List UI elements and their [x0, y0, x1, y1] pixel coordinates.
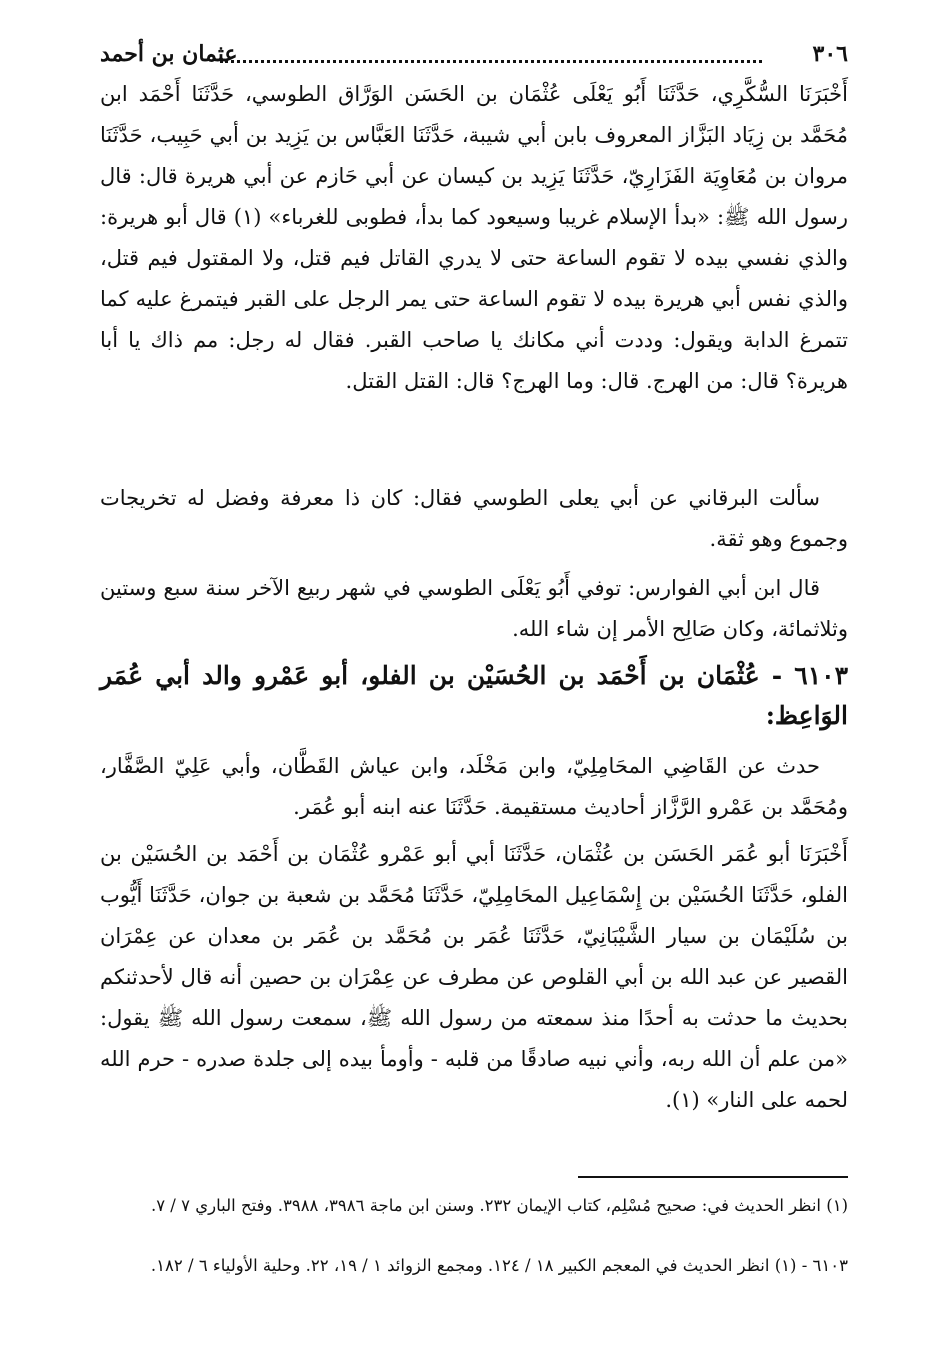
page-header: [100, 34, 848, 74]
footnote-2: ٦١٠٣ - (١) انظر الحديث في المعجم الكبير ١٨ / ١٢٤. ومجمع الزوائد ١ / ١٩، ٢٢. وحلية الأولياء ٦ / ١٨٢.: [150, 1256, 848, 1275]
entry-heading: ٦١٠٣ - عُثْمَان بن أَحْمَد بن الحُسَيْن بن الفلو، أبو عَمْرو والد أبي عُمَر الوَاعِظ:: [100, 661, 848, 730]
paragraph-barqani: سألت البرقاني عن أبي يعلى الطوسي فقال: كان ذا معرفة وفضل له تخريجات وجموع وهو ثقة.: [100, 486, 848, 551]
paragraph-hadith-imran: أَخْبَرَنَا أبو عُمَر الحَسَن بن عُثْمَان، حَدَّثَنَا أبي أبو عَمْرو عُثْمَان بن أَحْمَد بن الحُسَيْن بن الفلو، حَدَّثَنَا الحُسَيْن بن إِسْمَاعِيل المحَامِلِيّ، حَدَّثَنَا مُحَمَّد بن شعبة بن جوان، حَدَّثَنَا أَيُّوب بن سُلَيْمَان بن سيار الشَّيْبَانِيّ، حَدَّثَنَا عُمَر بن مُحَمَّد بن عُمَر بن معدان عن عِمْرَان القصير عن عبد الله بن أبي القلوص عن مطرف عن عِمْرَان بن حصين أنه قال لأحدثنكم بحديث ما حدثت به أحدًا منذ سمعته من رسول الله ﷺ، سمعت رسول الله ﷺ يقول: «من علم أن الله ربه، وأني نبيه صادقًا من قلبه - وأومأ بيده إلى جلدة صدره - حرم الله لحمه على النار» (١).: [100, 842, 848, 1112]
footnote-1: (١) انظر الحديث في: صحيح مُسْلِم، كتاب الإيمان ٢٣٢. وسنن ابن ماجة ٣٩٨٦، ٣٩٨٨. وفتح الباري ٧ / ٧.: [150, 1196, 848, 1215]
paragraph-hadith-tusi: أَخْبَرَنَا السُّكَّرِي، حَدَّثَنَا أَبُو يَعْلَى عُثْمَان بن الحَسَن الوَرَّاق الطوسي، حَدَّثَنَا أَحْمَد ابن مُحَمَّد بن زِيَاد البَزَّاز المعروف بابن أبي شيبة، حَدَّثَنَا العَبَّاس بن يَزِيد بن أبي حَبِيب، حَدَّثَنَا مروان بن مُعَاوِيَة الفَزَارِيّ، حَدَّثَنَا يَزِيد بن كيسان عن أبي حَازم عن أبي هريرة قال: قال رسول الله ﷺ: «بدأ الإسلام غريبا وسيعود كما بدأ، فطوبى للغرباء» (١) قال أبو هريرة: والذي نفسي بيده لا تقوم الساعة حتى لا يدري القاتل فيم قتل، ولا المقتول فيم قتل، والذي نفس أبي هريرة بيده لا تقوم الساعة حتى يمر الرجل على القبر فيتمرغ عليه كما تتمرغ الدابة ويقول: وددت أني مكانك يا صاحب القبر. فقال له رجل: مم ذاك يا أبا هريرة؟ قال: من الهرج. قال: وما الهرج؟ قال: القتل القتل.: [100, 82, 848, 393]
book-page: [100, 34, 848, 1306]
paragraph-narrated-from: حدث عن القَاضِي المحَامِلِيّ، وابن مَخْلَد، وابن عياش القَطَّان، وأبي عَلِيّ الصَّفَّار، ومُحَمَّد بن عَمْرو الرَّزَّاز أحاديث مستقيمة. حَدَّثَنَا عنه ابنه أبو عُمَر.: [100, 754, 848, 819]
running-title: عثمان بن أحمد: [100, 41, 238, 67]
page-number: ٣٠٦: [812, 41, 848, 67]
paragraph-death-date: قال ابن أبي الفوارس: توفي أَبُو يَعْلَى الطوسي في شهر ربيع الآخر سنة سبع وستين وثلاثمائة، وكان صَالِح الأمر إن شاء الله.: [100, 576, 848, 641]
header-dotted-leader: [220, 60, 762, 63]
footnote-separator: [578, 1176, 848, 1178]
